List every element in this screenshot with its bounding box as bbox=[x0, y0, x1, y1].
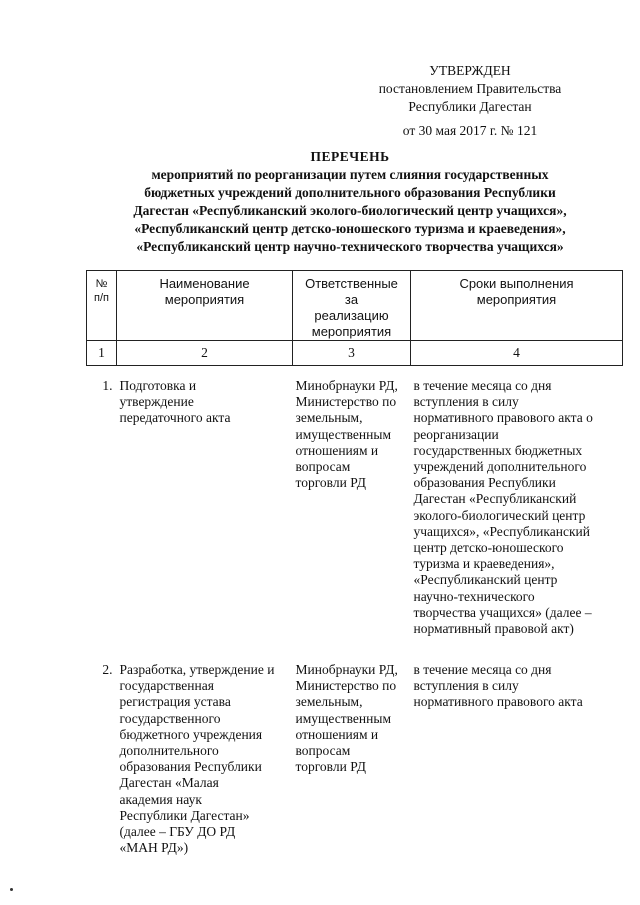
title-line-2: бюджетных учреждений дополнительного образования Республики bbox=[144, 185, 556, 200]
column-index: 3 bbox=[293, 341, 411, 366]
header-name: Наименование мероприятия bbox=[117, 271, 293, 341]
row-responsible: Минобрнауки РД, Министерство по земельным, имущественным отношениям и вопросам торговли РД bbox=[295, 662, 398, 775]
title-line-4: «Республиканский центр детско-юношеского туризма и краеведения», bbox=[134, 221, 566, 236]
title-line-1: мероприятий по реорганизации путем слияния государственных bbox=[151, 167, 549, 182]
header-term: Сроки выполнения мероприятия bbox=[411, 271, 623, 341]
title-line-5: «Республиканский центр научно-технического творчества учащихся» bbox=[136, 239, 564, 254]
approval-line-3: Республики Дагестан bbox=[408, 99, 532, 114]
table-row bbox=[87, 648, 623, 856]
header-responsible: Ответственные за реализацию мероприятия bbox=[293, 271, 411, 341]
approval-line-1: УТВЕРЖДЕН bbox=[429, 63, 511, 78]
column-index: 4 bbox=[411, 341, 623, 366]
header-num: № п/п bbox=[87, 271, 117, 341]
measures-table bbox=[86, 270, 623, 856]
column-index: 1 bbox=[87, 341, 117, 366]
document-title bbox=[90, 148, 610, 256]
table-row bbox=[87, 366, 623, 649]
title-line-3: Дагестан «Республиканский эколого-биологический центр учащихся», bbox=[133, 203, 567, 218]
approval-stamp bbox=[360, 62, 580, 140]
approval-line-2: постановлением Правительства bbox=[378, 81, 562, 96]
row-term: в течение месяца со дня вступления в силу нормативного правового акта о реорганизации государственных бюджетных учреждений дополнительного образования Республики Дагестан «Республиканский эколого-биологический центр учащихся», «Республиканский центр детско-юношеского туризма и краеведения», «Республиканский центр научно-технического творчества учащихся» (далее – нормативный правовой акт) bbox=[413, 378, 593, 637]
title-heading: ПЕРЕЧЕНЬ bbox=[310, 149, 390, 164]
column-index: 2 bbox=[117, 341, 293, 366]
row-number: 1. bbox=[102, 378, 113, 393]
row-responsible: Минобрнауки РД, Министерство по земельным, имущественным отношениям и вопросам торговли РД bbox=[295, 378, 398, 491]
row-measure: Подготовка и утверждение передаточного акта bbox=[119, 378, 231, 426]
column-index-row bbox=[87, 341, 623, 366]
row-number: 2. bbox=[102, 662, 113, 677]
scan-speck bbox=[10, 888, 13, 891]
approval-date: от 30 мая 2017 г. № 121 bbox=[402, 123, 538, 138]
row-measure: Разработка, утверждение и государственная регистрация устава государственного бюджетного учреждения дополнительного образования Республики Дагестан «Малая академия наук Республики Дагестан» (далее – ГБУ ДО РД «МАН РД») bbox=[119, 662, 275, 856]
row-term: в течение месяца со дня вступления в силу нормативного правового акта bbox=[413, 662, 583, 710]
table-header-row bbox=[87, 271, 623, 341]
